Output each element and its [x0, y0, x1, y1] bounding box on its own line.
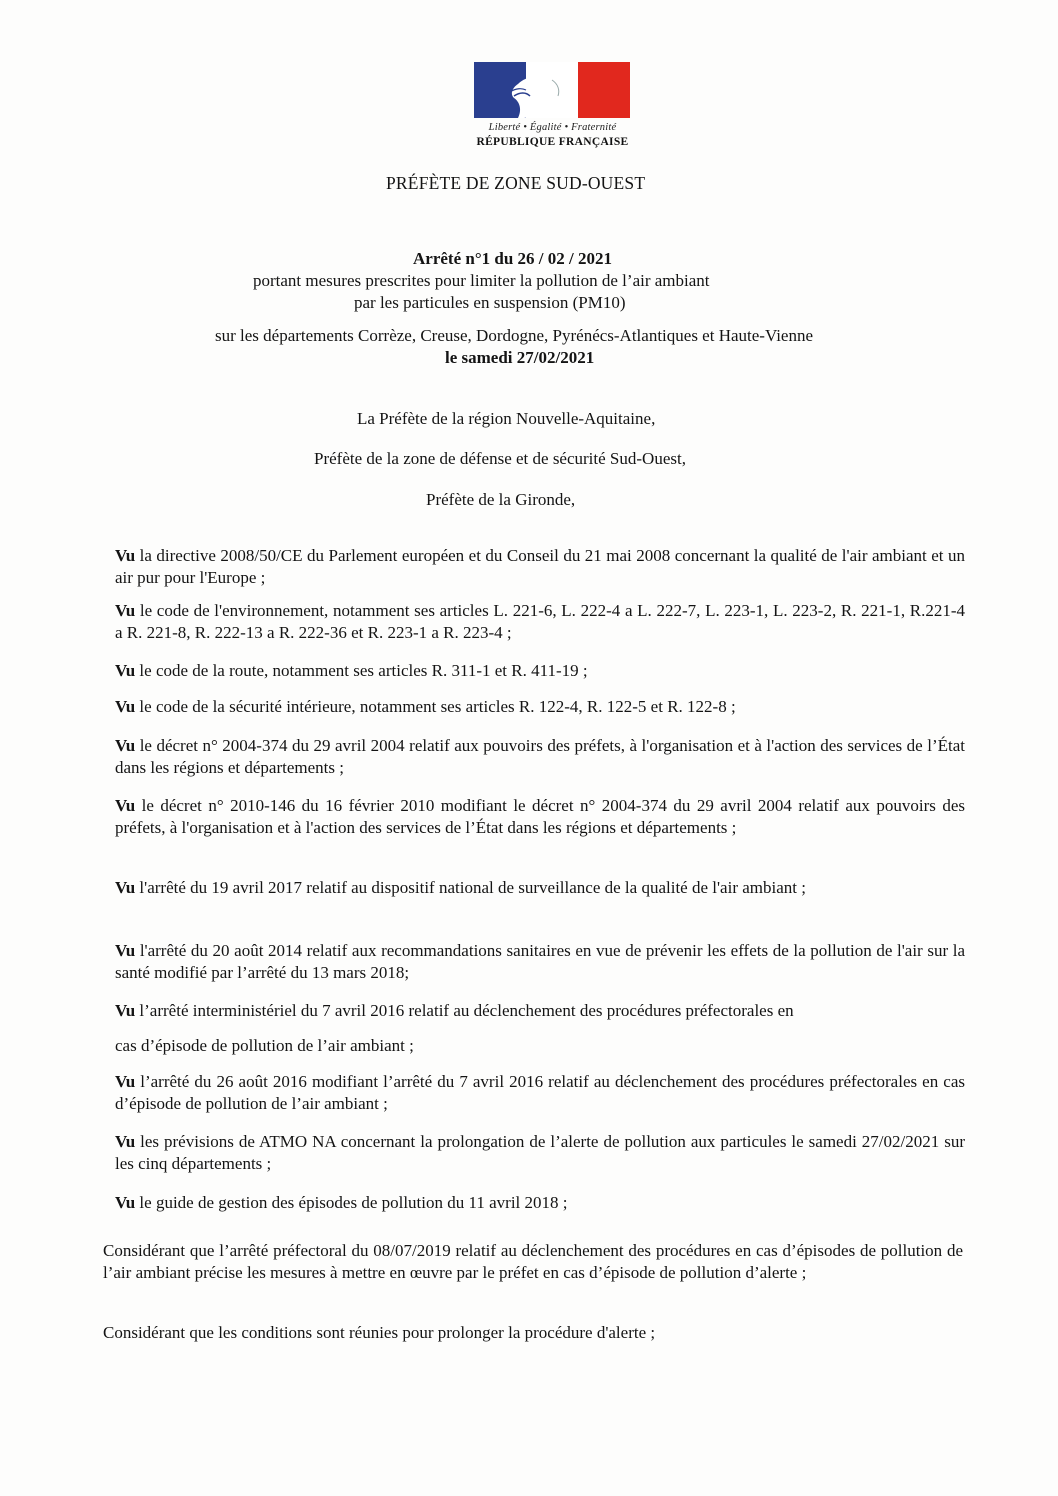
preamble-line: Préfète de la zone de défense et de sécurité Sud-Ouest, — [314, 449, 686, 468]
visa-text: l’arrêté interministériel du 7 avril 2016 relatif au déclenchement des procédures préfectorales en — [139, 1001, 794, 1020]
visa-text: l'arrêté du 19 avril 2017 relatif au dispositif national de surveillance de la qualité de l'air ambiant ; — [139, 878, 806, 897]
republic-name: RÉPUBLIQUE FRANÇAISE — [476, 136, 629, 148]
visa-paragraph — [115, 696, 965, 718]
considerant-paragraph: Considérant que l’arrêté préfectoral du 08/07/2019 relatif au déclenchement des procédures en cas d’épisodes de pollution de l’air ambiant précise les mesures à mettre en œuvre par le préfet en cas d’épisode de pollution d’alerte ; — [103, 1241, 963, 1282]
considerant-paragraph: Considérant que les conditions sont réunies pour prolonger la procédure d'alerte ; — [103, 1323, 656, 1342]
marianne-logo — [474, 62, 631, 148]
preamble-line: La Préfète de la région Nouvelle-Aquitaine, — [357, 409, 656, 428]
decree-subject: portant mesures prescrites pour limiter la pollution de l’air ambiant — [253, 271, 710, 290]
visa-lead: Vu — [115, 661, 136, 680]
decree-number: Arrêté n°1 du 26 / 02 / 2021 — [413, 249, 612, 268]
visa-lead: Vu — [115, 601, 136, 620]
visa-lead: Vu — [115, 1132, 136, 1151]
visa-text: le décret n° 2010-146 du 16 février 2010 modifiant le décret n° 2004-374 du 29 avril 2004 relatif aux pouvoirs des préfets, à l'organisation et à l'action des services de l’État dans les régions et départements ; — [115, 796, 965, 837]
decree-departments: sur les départements Corrèze, Creuse, Dordogne, Pyrénécs-Atlantiques et Haute-Vienne — [215, 326, 814, 345]
visa-paragraph — [115, 940, 965, 983]
decree-date: le samedi 27/02/2021 — [445, 348, 595, 367]
visa-paragraph — [115, 1131, 965, 1174]
visa-text: le code de la sécurité intérieure, notamment ses articles R. 122-4, R. 122-5 et R. 122-8 ; — [139, 697, 736, 716]
visa-text: l’arrêté du 26 août 2016 modifiant l’arrêté du 7 avril 2016 relatif au déclenchement des procédures préfectorales en cas d’épisode de pollution de l’air ambiant ; — [115, 1072, 966, 1113]
visa-paragraph — [115, 735, 965, 778]
visa-lead: Vu — [115, 1001, 136, 1020]
visa-text: les prévisions de ATMO NA concernant la prolongation de l’alerte de pollution aux particules le samedi 27/02/2021 sur les cinq départements ; — [115, 1132, 965, 1173]
visa-paragraph — [115, 660, 965, 682]
visa-paragraph — [115, 795, 965, 838]
decree-subject-pollutant: par les particules en suspension (PM10) — [354, 293, 626, 312]
visa-lead: Vu — [115, 1072, 136, 1091]
visa-text: le décret n° 2004-374 du 29 avril 2004 relatif aux pouvoirs des préfets, à l'organisation et à l'action des services de l’État dans les régions et départements ; — [115, 736, 965, 777]
visa-lead: Vu — [115, 546, 136, 565]
visa-paragraph — [115, 1192, 965, 1214]
visa-lead: Vu — [115, 736, 136, 755]
visa-text: la directive 2008/50/CE du Parlement européen et du Conseil du 21 mai 2008 concernant la qualité de l'air ambiant et un air pur pour l'Europe ; — [115, 546, 965, 587]
marianne-flag-icon — [474, 62, 630, 118]
visa-paragraph-continued — [115, 1035, 965, 1057]
visa-paragraph — [115, 1071, 965, 1114]
visa-text: l'arrêté du 20 août 2014 relatif aux recommandations sanitaires en vue de prévenir les effets de la pollution de l'air sur la santé modifié par l’arrêté du 13 mars 2018; — [115, 941, 966, 982]
republic-motto: Liberté • Égalité • Fraternité — [488, 122, 617, 133]
issuing-authority: PRÉFÈTE DE ZONE SUD-OUEST — [386, 173, 646, 193]
visa-paragraph — [115, 545, 965, 588]
visa-paragraph — [115, 1000, 965, 1022]
visa-lead: Vu — [115, 796, 136, 815]
visa-lead: Vu — [115, 878, 136, 897]
visa-text: le code de la route, notamment ses articles R. 311-1 et R. 411-19 ; — [139, 661, 588, 680]
visa-text: cas d’épisode de pollution de l’air ambiant ; — [115, 1036, 414, 1055]
visa-lead: Vu — [115, 697, 136, 716]
visa-lead: Vu — [115, 1193, 136, 1212]
visa-text: le code de l'environnement, notamment ses articles L. 221-6, L. 222-4 a L. 222-7, L. 223-1, L. 223-2, R. 221-1, R.221-4 a R. 221-8, R. 222-13 a R. 222-36 et R. 223-1 a R. 223-4 ; — [115, 601, 965, 642]
visa-text: le guide de gestion des épisodes de pollution du 11 avril 2018 ; — [139, 1193, 568, 1212]
visa-paragraph — [115, 877, 965, 899]
preamble-line: Préfète de la Gironde, — [426, 490, 576, 509]
visa-paragraph — [115, 600, 965, 643]
visa-lead: Vu — [115, 941, 136, 960]
